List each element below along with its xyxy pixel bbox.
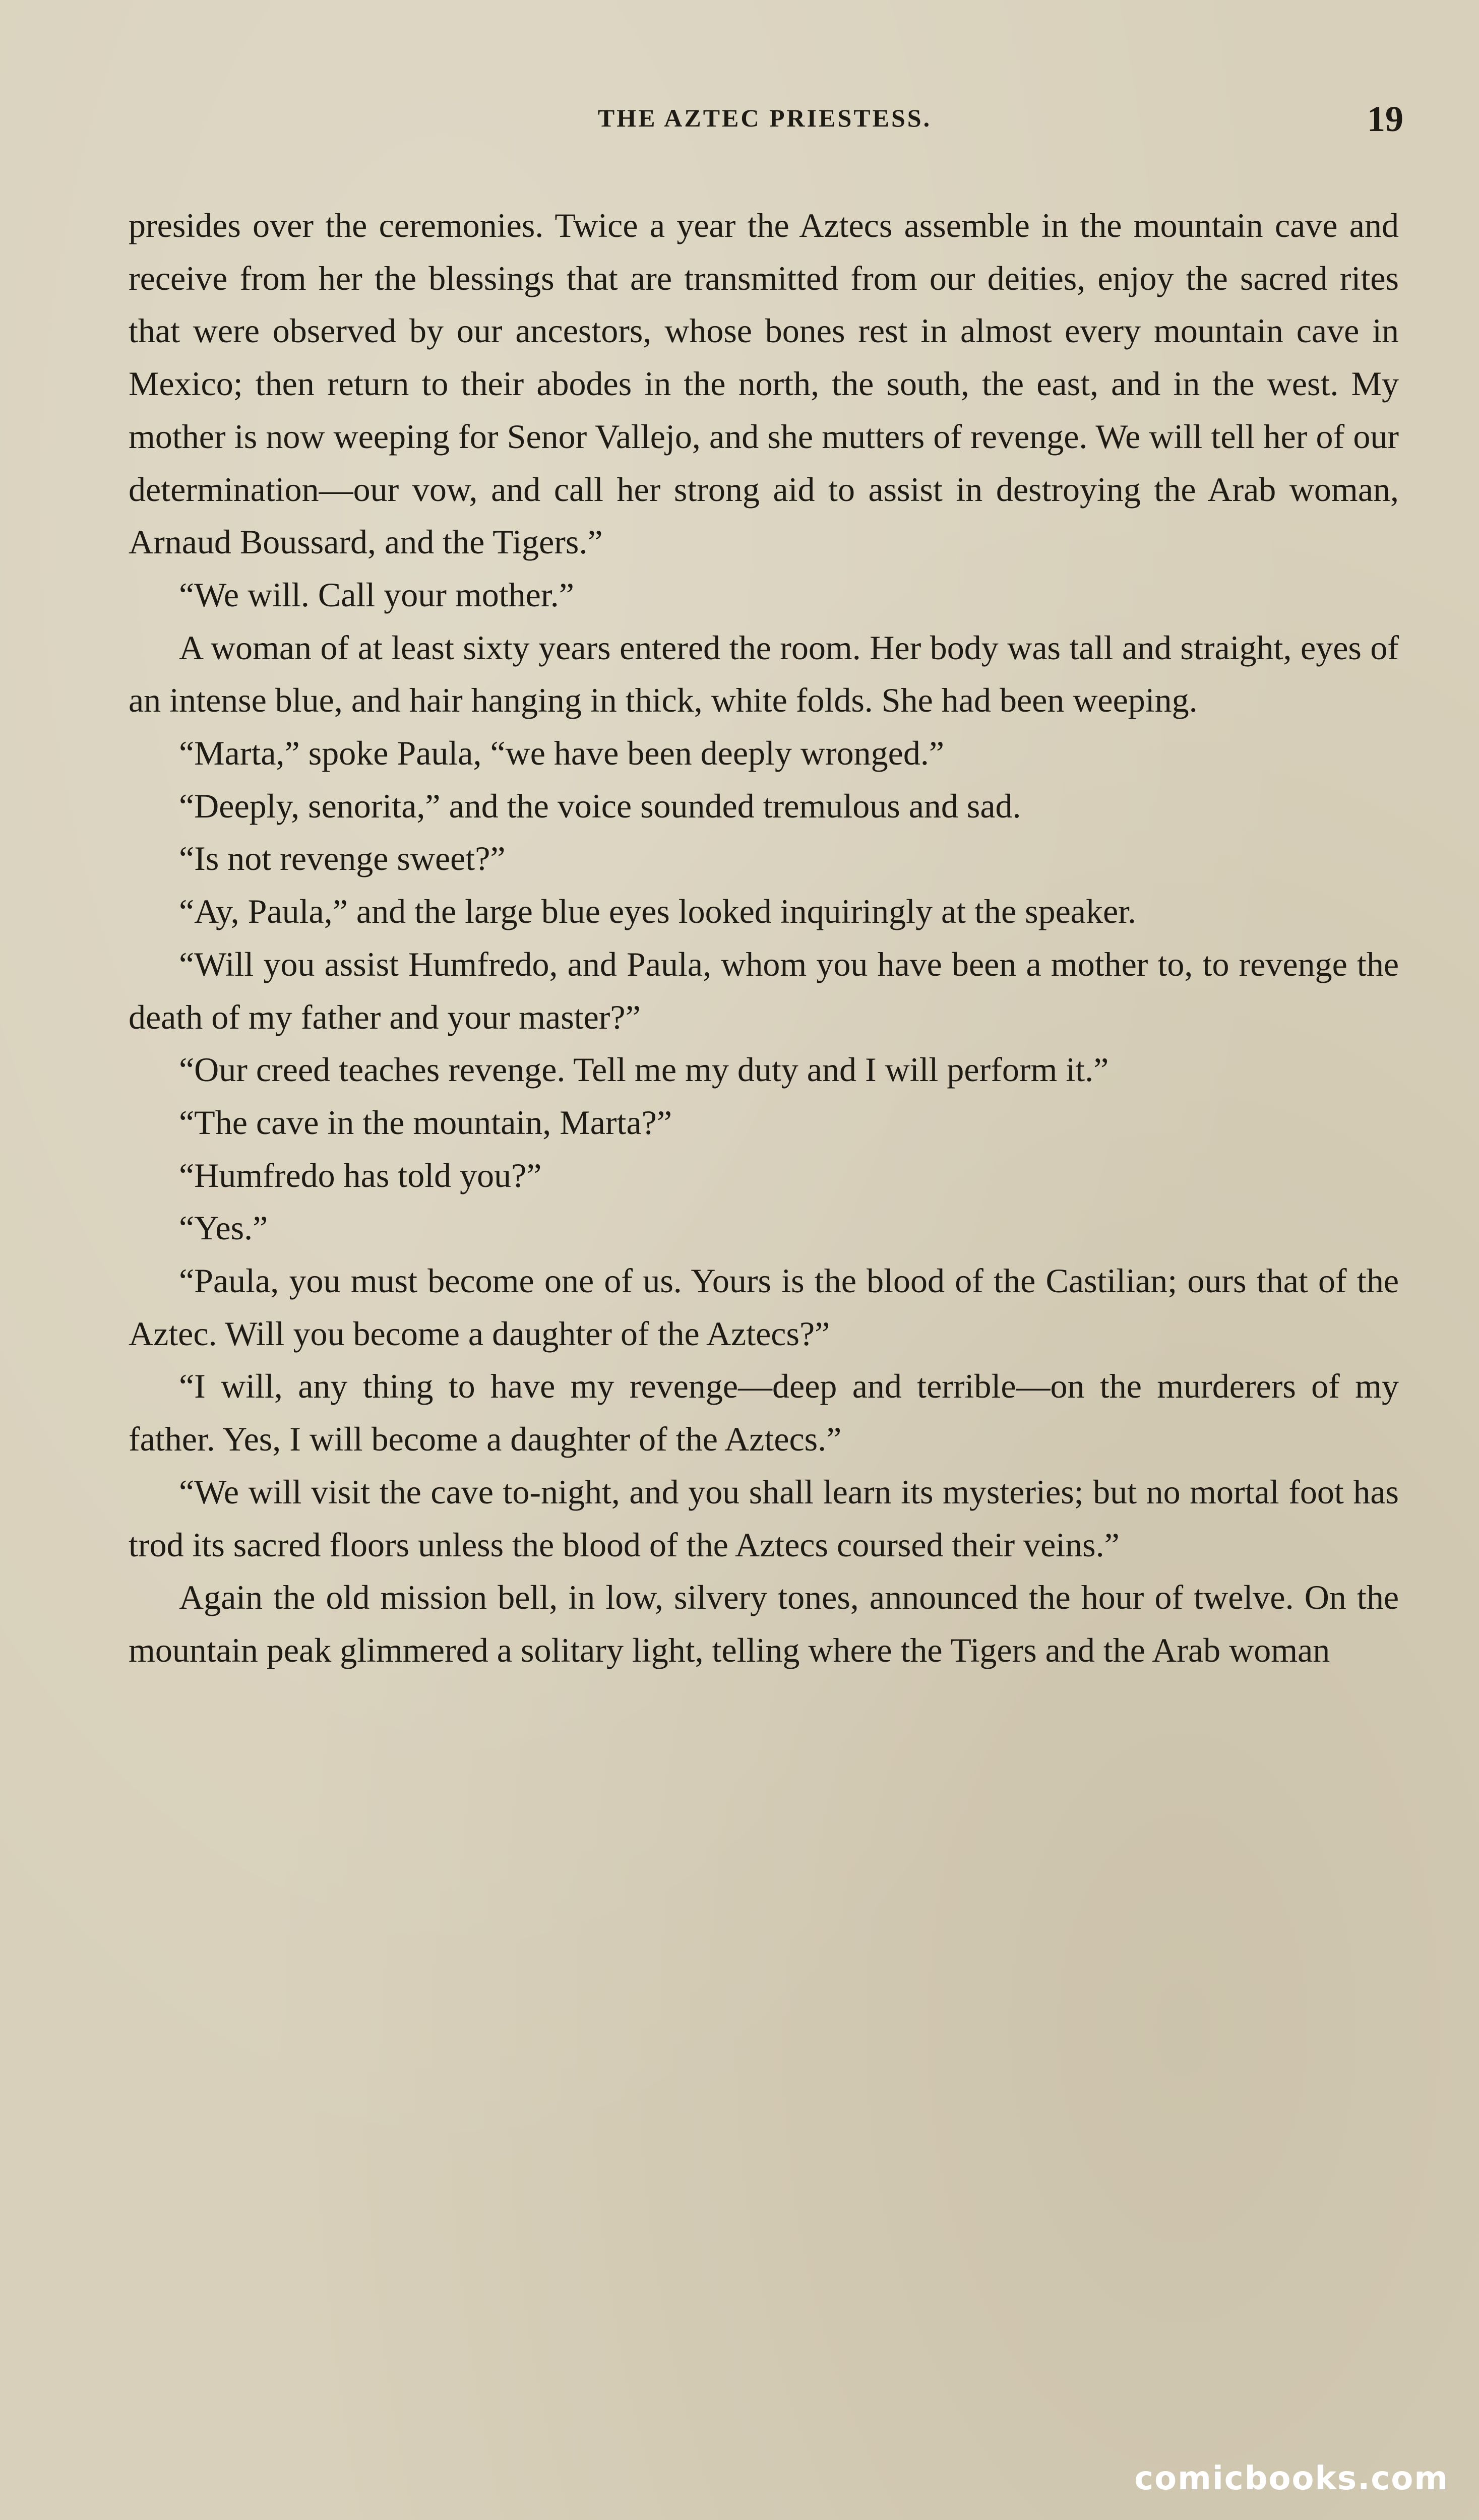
paragraph: “Our creed teaches revenge. Tell me my duty and I will perform it.” <box>179 1050 1109 1089</box>
paragraph: A woman of at least sixty years entered the room. Her body was tall and straight, eyes of an intense blue, and hair hanging in thick, white folds. She had been weeping. <box>129 628 1399 720</box>
paragraph: “Paula, you must become one of us. Yours is the blood of the Castilian; ours that of the Aztec. Will you become a daughter of the Aztecs?” <box>129 1262 1399 1353</box>
paragraph: “We will. Call your mother.” <box>179 575 574 614</box>
paragraph: “Is not revenge sweet?” <box>179 839 506 878</box>
page-header <box>126 98 1403 144</box>
running-title: THE AZTEC PRIESTESS. <box>597 104 932 132</box>
paragraph: Again the old mission bell, in low, silvery tones, announced the hour of twelve. On the mountain peak glimmered a solitary light, telling where the Tigers and the Arab woman <box>129 1578 1399 1669</box>
paragraph: “I will, any thing to have my revenge—deep and terrible—on the murderers of my father. Yes, I will become a daughter of the Aztecs.” <box>129 1367 1399 1459</box>
page-number: 19 <box>1367 99 1403 139</box>
paragraph: “We will visit the cave to-night, and you shall learn its mysteries; but no mortal foot has trod its sacred floors unless the blood of the Aztecs coursed their veins.” <box>129 1472 1399 1564</box>
body-text <box>129 199 1399 1677</box>
paragraph: “Ay, Paula,” and the large blue eyes looked inquiringly at the speaker. <box>179 892 1137 931</box>
paragraph: “Marta,” spoke Paula, “we have been deeply wronged.” <box>179 734 945 773</box>
watermark: comicbooks.com <box>1134 2460 1449 2497</box>
paragraph: “Deeply, senorita,” and the voice sounded tremulous and sad. <box>179 786 1021 825</box>
paragraph: “Will you assist Humfredo, and Paula, whom you have been a mother to, to revenge the death of my father and your master?” <box>129 944 1399 1036</box>
paragraph: “Yes.” <box>179 1209 268 1247</box>
paragraph: “The cave in the mountain, Marta?” <box>179 1103 672 1142</box>
paragraph: presides over the ceremonies. Twice a year the Aztecs assemble in the mountain cave and receive from her the blessings that are transmitted from our deities, enjoy the sacred rites that were observed by our ancestors, whose bones rest in almost every mountain cave in Mexico; then return to their abodes in the north, the south, the east, and in the west. My mother is now weeping for Senor Vallejo, and she mutters of revenge. We will tell her of our determination—our vow, and call her strong aid to assist in destroying the Arab woman, Arnaud Boussard, and the Tigers.” <box>129 206 1399 561</box>
paragraph: “Humfredo has told you?” <box>179 1156 542 1194</box>
